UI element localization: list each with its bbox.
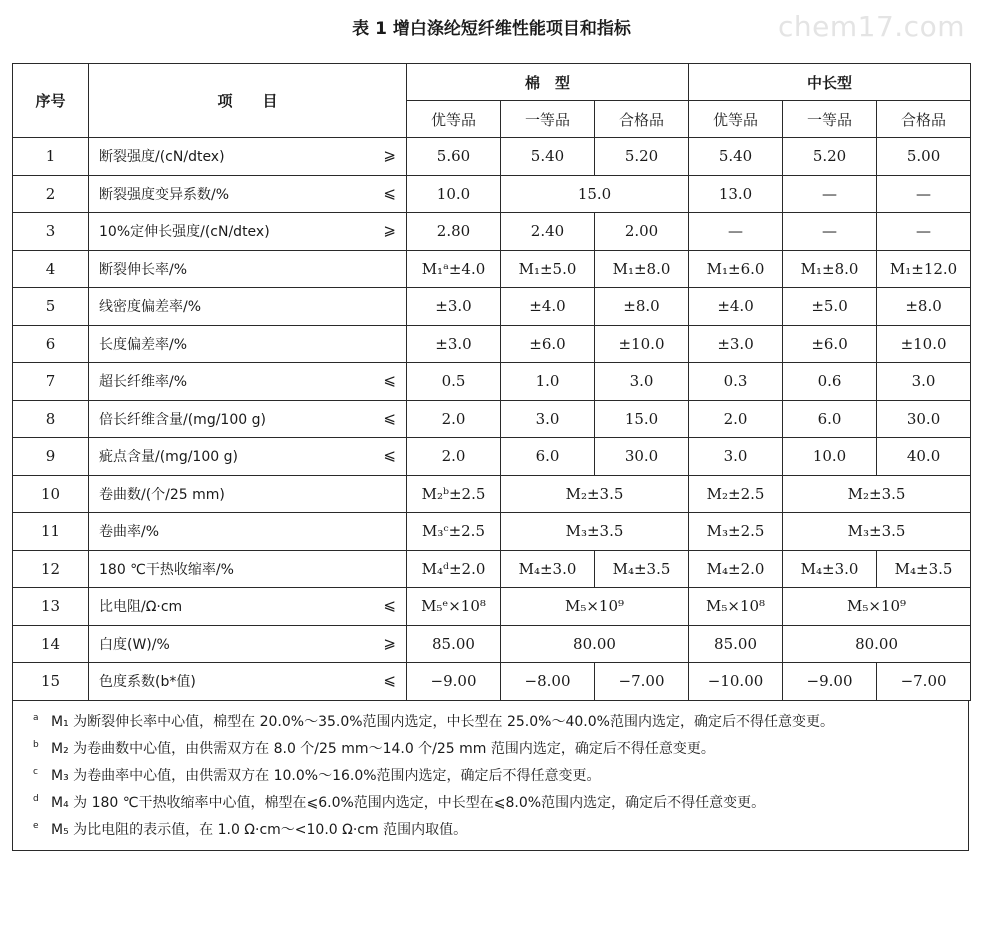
item-cell [89, 325, 407, 363]
header-row-groups [13, 64, 971, 101]
value-cell: 6.0 [501, 438, 595, 476]
row-number: 12 [13, 550, 89, 588]
value-cell: 5.20 [595, 138, 689, 176]
table-row [13, 438, 971, 476]
footnote [13, 709, 968, 736]
item-label: 疵点含量/(mg/100 g) [99, 449, 238, 466]
footnote [13, 790, 968, 817]
header-grade: 优等品 [407, 101, 501, 138]
table-row [13, 475, 971, 513]
value-cell: 2.0 [407, 438, 501, 476]
value-cell: M₄±2.0 [689, 550, 783, 588]
header-grade: 合格品 [877, 101, 971, 138]
value-cell: 30.0 [595, 438, 689, 476]
item-cell [89, 663, 407, 701]
value-cell: M₃±3.5 [783, 513, 971, 551]
item-label: 长度偏差率/% [99, 336, 188, 353]
footnote [13, 763, 968, 790]
spec-table [12, 63, 971, 701]
footnote-text: M₂ 为卷曲数中心值，由供需双方在 8.0 个/25 mm～14.0 个/25 mm 范围内选定，确定后不得任意变更。 [51, 740, 715, 757]
value-cell: 10.0 [407, 175, 501, 213]
value-cell: −9.00 [783, 663, 877, 701]
comparison-symbol: ⩽ [383, 446, 396, 464]
value-cell: M₅×10⁹ [783, 588, 971, 626]
footnote-text: M₁ 为断裂伸长率中心值，棉型在 20.0%～35.0%范围内选定，中长型在 25.0%～40.0%范围内选定，确定后不得任意变更。 [51, 713, 834, 730]
item-cell [89, 138, 407, 176]
item-label: 卷曲数/(个/25 mm) [99, 486, 225, 503]
value-cell: 80.00 [783, 625, 971, 663]
header-grade: 一等品 [501, 101, 595, 138]
row-number: 14 [13, 625, 89, 663]
value-cell: 2.0 [689, 400, 783, 438]
item-cell [89, 213, 407, 251]
footnote-mark: e [33, 820, 39, 831]
value-cell: — [877, 175, 971, 213]
item-label: 断裂强度/(cN/dtex) [99, 149, 225, 166]
value-cell: M₃ᶜ±2.5 [407, 513, 501, 551]
item-label: 卷曲率/% [99, 524, 160, 541]
row-number: 5 [13, 288, 89, 326]
item-cell [89, 475, 407, 513]
item-cell [89, 513, 407, 551]
footnote-mark: d [33, 793, 39, 804]
table-row [13, 550, 971, 588]
item-label: 比电阻/Ω·cm [99, 599, 183, 616]
value-cell: 40.0 [877, 438, 971, 476]
table-row [13, 250, 971, 288]
value-cell: M₁±5.0 [501, 250, 595, 288]
value-cell: ±8.0 [595, 288, 689, 326]
item-cell [89, 625, 407, 663]
header-item: 项 目 [89, 64, 407, 138]
value-cell: — [877, 213, 971, 251]
value-cell: 5.60 [407, 138, 501, 176]
item-cell [89, 250, 407, 288]
value-cell: M₂±3.5 [501, 475, 689, 513]
footnote-text: M₃ 为卷曲率中心值，由供需双方在 10.0%～16.0%范围内选定，确定后不得任意变更。 [51, 767, 601, 784]
row-number: 4 [13, 250, 89, 288]
header-grade: 优等品 [689, 101, 783, 138]
header-group-mid: 中长型 [689, 64, 971, 101]
comparison-symbol: ⩾ [383, 146, 396, 164]
value-cell: ±10.0 [877, 325, 971, 363]
header-no: 序号 [13, 64, 89, 138]
value-cell: M₄±3.0 [501, 550, 595, 588]
value-cell: ±4.0 [501, 288, 595, 326]
row-number: 1 [13, 138, 89, 176]
value-cell: 5.40 [501, 138, 595, 176]
footnote [13, 817, 968, 844]
value-cell: 5.40 [689, 138, 783, 176]
table-row [13, 288, 971, 326]
value-cell: 10.0 [783, 438, 877, 476]
value-cell: M₁±12.0 [877, 250, 971, 288]
value-cell: ±3.0 [407, 288, 501, 326]
row-number: 9 [13, 438, 89, 476]
value-cell: ±3.0 [407, 325, 501, 363]
footnote-mark: b [33, 739, 39, 750]
footnote-mark: a [33, 712, 39, 723]
item-label: 断裂强度变异系数/% [99, 186, 230, 203]
value-cell: 2.80 [407, 213, 501, 251]
value-cell: 3.0 [877, 363, 971, 401]
spec-table-container [12, 63, 970, 851]
row-number: 11 [13, 513, 89, 551]
value-cell: M₄±3.5 [595, 550, 689, 588]
item-cell [89, 400, 407, 438]
value-cell: M₄ᵈ±2.0 [407, 550, 501, 588]
comparison-symbol: ⩽ [383, 596, 396, 614]
comparison-symbol: ⩾ [383, 633, 396, 652]
value-cell: — [783, 213, 877, 251]
comparison-symbol: ⩽ [383, 371, 396, 389]
value-cell: M₁±8.0 [783, 250, 877, 288]
value-cell: M₁±6.0 [689, 250, 783, 288]
value-cell: 3.0 [501, 400, 595, 438]
value-cell: 30.0 [877, 400, 971, 438]
header-group-cotton: 棉 型 [407, 64, 689, 101]
value-cell: M₃±2.5 [689, 513, 783, 551]
value-cell: ±5.0 [783, 288, 877, 326]
footnote [13, 736, 968, 763]
value-cell: −8.00 [501, 663, 595, 701]
table-row [13, 175, 971, 213]
item-cell [89, 550, 407, 588]
row-number: 6 [13, 325, 89, 363]
row-number: 2 [13, 175, 89, 213]
value-cell: 1.0 [501, 363, 595, 401]
comparison-symbol: ⩽ [383, 183, 396, 202]
header-grade: 一等品 [783, 101, 877, 138]
item-cell [89, 588, 407, 626]
row-number: 3 [13, 213, 89, 251]
item-cell [89, 363, 407, 401]
table-row [13, 588, 971, 626]
table-row [13, 213, 971, 251]
item-label: 180 ℃干热收缩率/% [99, 561, 234, 578]
value-cell: 0.3 [689, 363, 783, 401]
value-cell: 2.00 [595, 213, 689, 251]
footnote-mark: c [33, 766, 38, 777]
value-cell: M₁ᵃ±4.0 [407, 250, 501, 288]
table-title: 表 1 增白涤纶短纤维性能项目和指标 [352, 19, 631, 39]
value-cell: 80.00 [501, 625, 689, 663]
table-row [13, 325, 971, 363]
item-cell [89, 288, 407, 326]
value-cell: M₂ᵇ±2.5 [407, 475, 501, 513]
value-cell: M₅×10⁹ [501, 588, 689, 626]
footnotes [12, 701, 969, 851]
value-cell: 3.0 [595, 363, 689, 401]
row-number: 10 [13, 475, 89, 513]
value-cell: ±6.0 [783, 325, 877, 363]
value-cell: M₂±3.5 [783, 475, 971, 513]
header-grade: 合格品 [595, 101, 689, 138]
item-cell [89, 438, 407, 476]
row-number: 13 [13, 588, 89, 626]
value-cell: 5.00 [877, 138, 971, 176]
value-cell: ±8.0 [877, 288, 971, 326]
value-cell: 2.40 [501, 213, 595, 251]
watermark: chem17.com [778, 10, 965, 43]
table-row [13, 513, 971, 551]
value-cell: 0.5 [407, 363, 501, 401]
comparison-symbol: ⩽ [383, 408, 396, 427]
table-row [13, 138, 971, 176]
table-row [13, 400, 971, 438]
value-cell: 13.0 [689, 175, 783, 213]
table-row [13, 363, 971, 401]
table-row [13, 663, 971, 701]
value-cell: −10.00 [689, 663, 783, 701]
value-cell: ±10.0 [595, 325, 689, 363]
value-cell: 6.0 [783, 400, 877, 438]
value-cell: — [783, 175, 877, 213]
value-cell: ±6.0 [501, 325, 595, 363]
value-cell: M₂±2.5 [689, 475, 783, 513]
footnote-text: M₄ 为 180 ℃干热收缩率中心值，棉型在⩽6.0%范围内选定，中长型在⩽8.0%范围内选定，确定后不得任意变更。 [51, 794, 766, 811]
value-cell: 5.20 [783, 138, 877, 176]
table-body [13, 138, 971, 701]
value-cell: M₄±3.0 [783, 550, 877, 588]
item-label: 10%定伸长强度/(cN/dtex) [99, 224, 270, 241]
value-cell: M₃±3.5 [501, 513, 689, 551]
item-label: 超长纤维率/% [99, 374, 188, 391]
row-number: 8 [13, 400, 89, 438]
value-cell: ±3.0 [689, 325, 783, 363]
table-row [13, 625, 971, 663]
value-cell: 15.0 [595, 400, 689, 438]
item-label: 断裂伸长率/% [99, 261, 188, 278]
item-label: 线密度偏差率/% [99, 299, 202, 316]
value-cell: −7.00 [595, 663, 689, 701]
value-cell: 85.00 [407, 625, 501, 663]
item-label: 白度(W)/% [99, 636, 170, 653]
value-cell: 3.0 [689, 438, 783, 476]
comparison-symbol: ⩾ [383, 221, 396, 239]
value-cell: −7.00 [877, 663, 971, 701]
value-cell: ±4.0 [689, 288, 783, 326]
footnote-text: M₅ 为比电阻的表示值，在 1.0 Ω·cm～<10.0 Ω·cm 范围内取值。 [51, 821, 468, 838]
value-cell: M₅ᵉ×10⁸ [407, 588, 501, 626]
comparison-symbol: ⩽ [383, 671, 396, 689]
row-number: 7 [13, 363, 89, 401]
item-cell [89, 175, 407, 213]
item-label: 色度系数(b*值) [99, 674, 196, 691]
item-label: 倍长纤维含量/(mg/100 g) [99, 411, 266, 428]
row-number: 15 [13, 663, 89, 701]
value-cell: M₁±8.0 [595, 250, 689, 288]
value-cell: 2.0 [407, 400, 501, 438]
value-cell: M₄±3.5 [877, 550, 971, 588]
value-cell: −9.00 [407, 663, 501, 701]
value-cell: 85.00 [689, 625, 783, 663]
value-cell: 0.6 [783, 363, 877, 401]
value-cell: M₅×10⁸ [689, 588, 783, 626]
value-cell: 15.0 [501, 175, 689, 213]
value-cell: — [689, 213, 783, 251]
